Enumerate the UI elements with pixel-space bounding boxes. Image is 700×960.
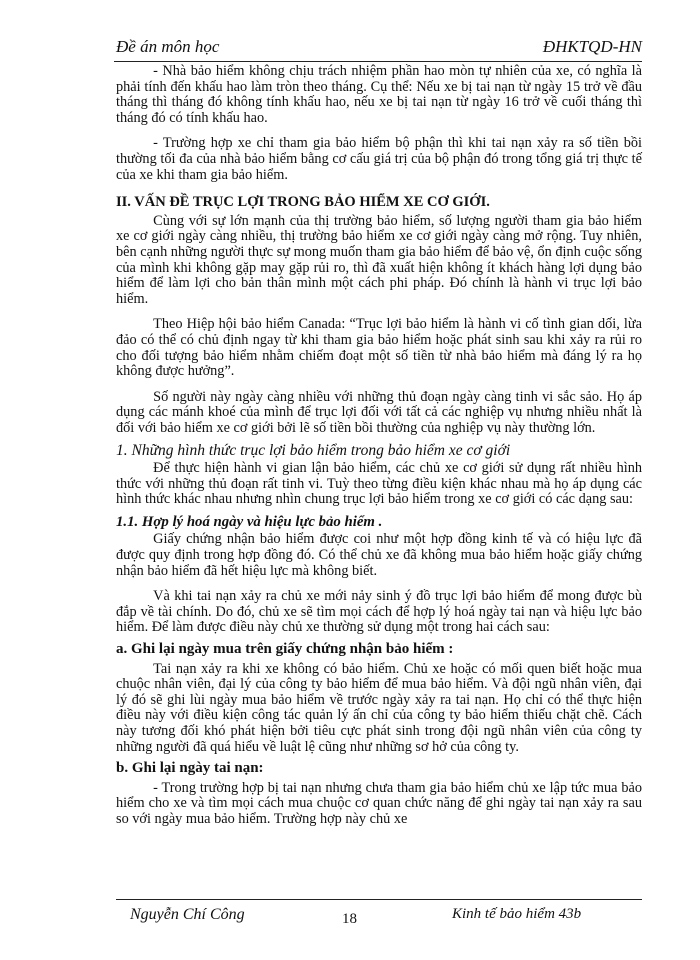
paragraph-intro: Cùng với sự lớn mạnh của thị trường bảo hiểm, số lượng người tham gia bảo hiểm xe cơ giới ngày càng nhiều, thị trường bảo hiểm xe cơ giới ngày càng mở rộng. Tuy nhiên, bên cạnh những người thực sự mong muốn tham gia bảo hiểm để bảo vệ, ổn định cuộc sống của mình khi không gặp may gặp rủi ro, thì đã xuất hiện không ít khách hàng lợi dụng bảo hiểm để làm lợi cho bản thân mình một cách phi pháp. Đó chính là hành vi trục lợi bảo hiểm. — [116, 212, 642, 307]
paragraph-partial-insurance: - Trường hợp xe chỉ tham gia bảo hiểm bộ phận thì khi tai nạn xảy ra số tiền bồi thường tối đa của nhà bảo hiểm bằng cơ cấu giá trị của bộ phận đó trong tổng giá trị thực tế của xe khi tham gia bảo hiểm. — [116, 135, 642, 183]
paragraph-certificate: Giấy chứng nhận bảo hiểm được coi như một hợp đồng kinh tế và có hiệu lực đã được quy định trong hợp đồng đó. Có thể chủ xe đã không mua bảo hiểm hoặc giấy chứng nhận bảo hiểm đã hết hiệu lực mà không biết. — [116, 531, 642, 579]
heading-a: a. Ghi lại ngày mua trên giấy chứng nhận bảo hiểm : — [116, 641, 454, 657]
subsubsection-heading: 1.1. Hợp lý hoá ngày và hiệu lực bảo hiểm . — [116, 513, 383, 530]
section-heading: II. VẤN ĐỀ TRỤC LỢI TRONG BẢO HIỂM XE CƠ GIỚI. — [116, 194, 490, 211]
heading-b: b. Ghi lại ngày tai nạn: — [116, 760, 264, 777]
header-title: Đề án môn học — [116, 37, 220, 56]
paragraph-tricks: Số người này ngày càng nhiều với những thủ đoạn ngày càng tinh vi sắc sảo. Họ áp dụng các mánh khoé của mình để trục lợi đối với tất cả các nghiệp vụ nhưng nhiều nhất là đối với bảo hiểm xe cơ giới bởi lẽ số tiền bồi thường của nghiệp vụ này thường lớn. — [116, 388, 642, 436]
footer-class: Kinh tế bảo hiểm 43b — [452, 906, 582, 922]
paragraph-backdating: Tai nạn xảy ra khi xe không có bảo hiểm. Chủ xe hoặc có mối quen biết hoặc mua chuộc nhân viên, đại lý của công ty bảo hiểm để mua bảo hiểm. Và đội ngũ nhân viên, đại lý đó sẽ ghi lùi ngày mua bảo hiểm về trước ngày xảy ra tai nạn. Họ chỉ có thể thực hiện điều này với điều kiện công tác quản lý ấn chỉ của công ty bảo hiểm thiếu chặt chẽ. Cách này tương đối khó phát hiện bởi tiêu cực phát sinh trong đội ngũ nhân viên của công ty những người đã quá hiểu về luật lệ cũng như những sơ hở của công ty. — [116, 660, 642, 755]
paragraph-depreciation: - Nhà bảo hiểm không chịu trách nhiệm phần hao mòn tự nhiên của xe, có nghĩa là phải tính đến khấu hao làm tròn theo tháng. Cụ thể: Nếu xe bị tai nạn từ ngày 15 trở về đầu tháng thì tháng đó không tính khấu hao, nếu xe bị tai nạn từ ngày 16 trở về cuối tháng thì tháng đó có tính khấu hao. — [116, 63, 642, 126]
paragraph-definition: Theo Hiệp hội bảo hiểm Canada: “Trục lợi bảo hiểm là hành vi cố tình gian dối, lừa đảo có thể có chủ định ngay từ khi tham gia bảo hiểm hoặc phát sinh sau khi xảy ra rủi ro cho đối tượng bảo hiểm nhằm chiếm đoạt một số tiền từ nhà bảo hiểm mà đáng lý ra họ không được hưởng”. — [116, 316, 642, 380]
page-number: 18 — [342, 911, 357, 927]
paragraph-forms: Để thực hiện hành vi gian lận bảo hiểm, các chủ xe cơ giới sử dụng rất nhiều hình thức với những thủ đoạn rất tinh vi. Tuỳ theo từng điều kiện khác nhau mà họ áp dụng các hình thức khác nhau nhưng nhìn chung trục lợi bảo hiểm trong xe cơ giới có các dạng sau: — [116, 460, 642, 508]
header-institution: ĐHKTQD-HN — [542, 37, 642, 56]
paragraph-accident: Và khi tai nạn xảy ra chủ xe mới nảy sinh ý đồ trục lợi bảo hiểm để mong được bù đắp về tài chính. Do đó, chủ xe sẽ tìm mọi cách để hợp lý hoá ngày tai nạn và hiệu lực bảo hiểm. Để làm được điều này chủ xe thường sử dụng một trong hai cách sau: — [116, 588, 642, 636]
page-body — [116, 64, 642, 828]
subsection-heading: 1. Những hình thức trục lợi bảo hiểm trong bảo hiểm xe cơ giới — [116, 442, 511, 460]
footer-divider — [116, 899, 642, 900]
footer-author: Nguyễn Chí Công — [130, 906, 245, 923]
header-divider — [114, 61, 642, 62]
paragraph-accident-date: - Trong trường hợp bị tai nạn nhưng chưa tham gia bảo hiểm chủ xe lập tức mua bảo hiểm cho xe và tìm mọi cách mua chuộc cơ quan chức năng để ghi ngày tai nạn xảy ra sau so với ngày mua bảo hiểm. Trường hợp này chủ xe — [116, 779, 642, 827]
